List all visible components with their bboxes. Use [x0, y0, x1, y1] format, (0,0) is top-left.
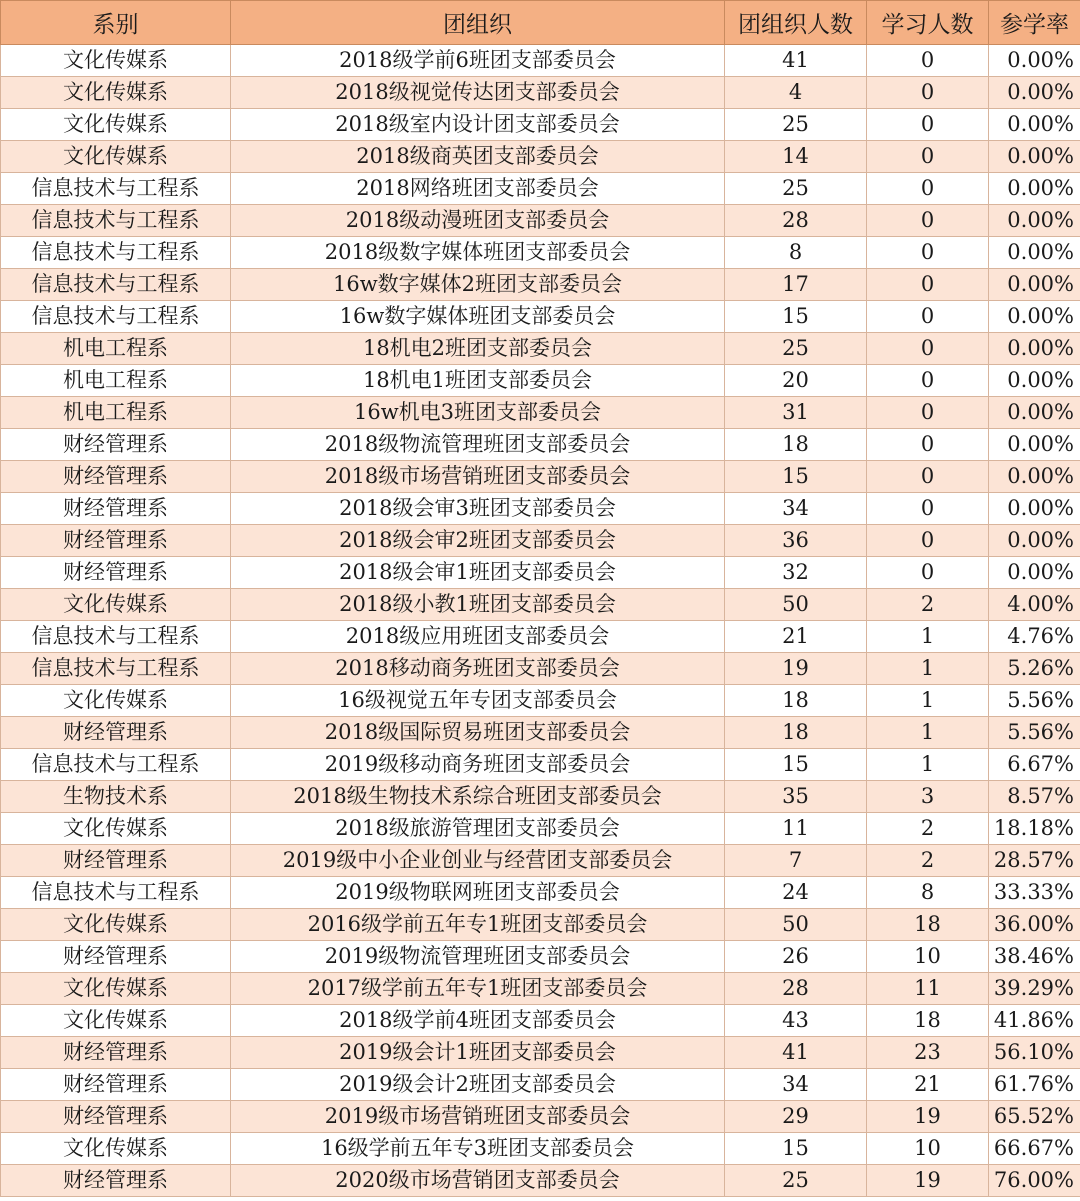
- cell-learners: 10: [867, 941, 989, 973]
- cell-dept: 财经管理系: [1, 845, 231, 877]
- cell-rate: 65.52%: [989, 1101, 1080, 1133]
- cell-org: 2019级会计1班团支部委员会: [231, 1037, 725, 1069]
- cell-members: 41: [725, 45, 867, 77]
- cell-rate: 36.00%: [989, 909, 1080, 941]
- cell-members: 17: [725, 269, 867, 301]
- cell-rate: 33.33%: [989, 877, 1080, 909]
- cell-learners: 1: [867, 717, 989, 749]
- cell-rate: 0.00%: [989, 365, 1080, 397]
- cell-dept: 文化传媒系: [1, 109, 231, 141]
- cell-rate: 0.00%: [989, 397, 1080, 429]
- cell-rate: 0.00%: [989, 301, 1080, 333]
- cell-rate: 0.00%: [989, 333, 1080, 365]
- cell-learners: 0: [867, 333, 989, 365]
- cell-dept: 财经管理系: [1, 1165, 231, 1197]
- cell-members: 4: [725, 77, 867, 109]
- cell-rate: 0.00%: [989, 237, 1080, 269]
- cell-members: 50: [725, 909, 867, 941]
- cell-org: 16级学前五年专3班团支部委员会: [231, 1133, 725, 1165]
- cell-learners: 0: [867, 365, 989, 397]
- table-row: [1, 1069, 1080, 1101]
- table-row: [1, 781, 1080, 813]
- table-row: [1, 685, 1080, 717]
- cell-dept: 文化传媒系: [1, 589, 231, 621]
- cell-learners: 10: [867, 1133, 989, 1165]
- cell-rate: 76.00%: [989, 1165, 1080, 1197]
- cell-members: 28: [725, 973, 867, 1005]
- cell-org: 2018级动漫班团支部委员会: [231, 205, 725, 237]
- header-dept: 系别: [1, 1, 231, 45]
- cell-learners: 0: [867, 301, 989, 333]
- cell-org: 2018级国际贸易班团支部委员会: [231, 717, 725, 749]
- cell-rate: 6.67%: [989, 749, 1080, 781]
- cell-org: 2019级物流管理班团支部委员会: [231, 941, 725, 973]
- cell-rate: 66.67%: [989, 1133, 1080, 1165]
- cell-rate: 56.10%: [989, 1037, 1080, 1069]
- cell-dept: 信息技术与工程系: [1, 205, 231, 237]
- cell-org: 2019级移动商务班团支部委员会: [231, 749, 725, 781]
- cell-learners: 2: [867, 589, 989, 621]
- cell-members: 25: [725, 109, 867, 141]
- table-row: [1, 109, 1080, 141]
- cell-dept: 文化传媒系: [1, 813, 231, 845]
- table-row: [1, 1005, 1080, 1037]
- cell-org: 2016级学前五年专1班团支部委员会: [231, 909, 725, 941]
- cell-dept: 文化传媒系: [1, 45, 231, 77]
- cell-members: 32: [725, 557, 867, 589]
- cell-rate: 5.56%: [989, 717, 1080, 749]
- cell-dept: 财经管理系: [1, 717, 231, 749]
- cell-org: 2018级学前6班团支部委员会: [231, 45, 725, 77]
- cell-learners: 0: [867, 493, 989, 525]
- table-row: [1, 1133, 1080, 1165]
- cell-dept: 信息技术与工程系: [1, 749, 231, 781]
- cell-members: 25: [725, 333, 867, 365]
- cell-rate: 8.57%: [989, 781, 1080, 813]
- cell-org: 16级视觉五年专团支部委员会: [231, 685, 725, 717]
- cell-dept: 文化传媒系: [1, 1133, 231, 1165]
- table-body: [1, 45, 1080, 1197]
- cell-org: 2018级学前4班团支部委员会: [231, 1005, 725, 1037]
- cell-org: 2018级市场营销班团支部委员会: [231, 461, 725, 493]
- cell-members: 11: [725, 813, 867, 845]
- cell-dept: 生物技术系: [1, 781, 231, 813]
- cell-dept: 文化传媒系: [1, 909, 231, 941]
- cell-rate: 0.00%: [989, 205, 1080, 237]
- cell-dept: 文化传媒系: [1, 685, 231, 717]
- table-row: [1, 813, 1080, 845]
- table-row: [1, 365, 1080, 397]
- cell-learners: 0: [867, 525, 989, 557]
- table-row: [1, 397, 1080, 429]
- cell-members: 43: [725, 1005, 867, 1037]
- header-rate: 参学率: [989, 1, 1080, 45]
- cell-members: 7: [725, 845, 867, 877]
- cell-learners: 0: [867, 557, 989, 589]
- cell-org: 2018级会审1班团支部委员会: [231, 557, 725, 589]
- cell-dept: 信息技术与工程系: [1, 621, 231, 653]
- cell-learners: 11: [867, 973, 989, 1005]
- table-row: [1, 621, 1080, 653]
- cell-members: 28: [725, 205, 867, 237]
- cell-rate: 61.76%: [989, 1069, 1080, 1101]
- table-row: [1, 173, 1080, 205]
- cell-members: 25: [725, 1165, 867, 1197]
- cell-org: 16w机电3班团支部委员会: [231, 397, 725, 429]
- cell-members: 8: [725, 237, 867, 269]
- table-row: [1, 237, 1080, 269]
- cell-rate: 38.46%: [989, 941, 1080, 973]
- cell-learners: 0: [867, 205, 989, 237]
- table-row: [1, 557, 1080, 589]
- cell-members: 15: [725, 301, 867, 333]
- cell-dept: 财经管理系: [1, 461, 231, 493]
- table-row: [1, 1037, 1080, 1069]
- cell-org: 2018级应用班团支部委员会: [231, 621, 725, 653]
- table-row: [1, 877, 1080, 909]
- table-row: [1, 45, 1080, 77]
- cell-learners: 1: [867, 653, 989, 685]
- cell-learners: 0: [867, 237, 989, 269]
- table-row: [1, 301, 1080, 333]
- cell-learners: 0: [867, 269, 989, 301]
- cell-dept: 信息技术与工程系: [1, 269, 231, 301]
- cell-learners: 2: [867, 845, 989, 877]
- cell-dept: 机电工程系: [1, 397, 231, 429]
- cell-members: 50: [725, 589, 867, 621]
- cell-learners: 18: [867, 909, 989, 941]
- cell-dept: 信息技术与工程系: [1, 173, 231, 205]
- cell-learners: 0: [867, 429, 989, 461]
- cell-dept: 机电工程系: [1, 333, 231, 365]
- cell-members: 14: [725, 141, 867, 173]
- cell-members: 15: [725, 461, 867, 493]
- cell-learners: 1: [867, 621, 989, 653]
- header-learners: 学习人数: [867, 1, 989, 45]
- cell-org: 18机电2班团支部委员会: [231, 333, 725, 365]
- header-row: [1, 1, 1080, 45]
- table-row: [1, 77, 1080, 109]
- table-row: [1, 1101, 1080, 1133]
- table-row: [1, 333, 1080, 365]
- cell-members: 18: [725, 717, 867, 749]
- cell-members: 18: [725, 429, 867, 461]
- cell-org: 2018级会审3班团支部委员会: [231, 493, 725, 525]
- header-members: 团组织人数: [725, 1, 867, 45]
- cell-learners: 1: [867, 685, 989, 717]
- cell-members: 41: [725, 1037, 867, 1069]
- table-row: [1, 973, 1080, 1005]
- table-row: [1, 493, 1080, 525]
- table-row: [1, 653, 1080, 685]
- cell-rate: 0.00%: [989, 461, 1080, 493]
- cell-org: 2018级商英团支部委员会: [231, 141, 725, 173]
- cell-rate: 18.18%: [989, 813, 1080, 845]
- cell-rate: 0.00%: [989, 429, 1080, 461]
- cell-dept: 财经管理系: [1, 1037, 231, 1069]
- cell-dept: 财经管理系: [1, 429, 231, 461]
- table-row: [1, 141, 1080, 173]
- cell-org: 18机电1班团支部委员会: [231, 365, 725, 397]
- cell-dept: 信息技术与工程系: [1, 653, 231, 685]
- table-row: [1, 429, 1080, 461]
- cell-rate: 5.56%: [989, 685, 1080, 717]
- cell-dept: 财经管理系: [1, 493, 231, 525]
- cell-dept: 信息技术与工程系: [1, 301, 231, 333]
- cell-dept: 文化传媒系: [1, 1005, 231, 1037]
- cell-learners: 0: [867, 109, 989, 141]
- cell-dept: 财经管理系: [1, 941, 231, 973]
- cell-org: 2018级物流管理班团支部委员会: [231, 429, 725, 461]
- cell-org: 2018级会审2班团支部委员会: [231, 525, 725, 557]
- cell-learners: 0: [867, 141, 989, 173]
- cell-rate: 0.00%: [989, 141, 1080, 173]
- cell-org: 2020级市场营销团支部委员会: [231, 1165, 725, 1197]
- cell-org: 2018级旅游管理团支部委员会: [231, 813, 725, 845]
- cell-members: 34: [725, 493, 867, 525]
- header-org: 团组织: [231, 1, 725, 45]
- cell-org: 16w数字媒体2班团支部委员会: [231, 269, 725, 301]
- cell-dept: 信息技术与工程系: [1, 877, 231, 909]
- cell-rate: 0.00%: [989, 269, 1080, 301]
- cell-learners: 1: [867, 749, 989, 781]
- cell-members: 36: [725, 525, 867, 557]
- table-row: [1, 205, 1080, 237]
- cell-learners: 23: [867, 1037, 989, 1069]
- cell-members: 18: [725, 685, 867, 717]
- cell-learners: 8: [867, 877, 989, 909]
- cell-dept: 文化传媒系: [1, 973, 231, 1005]
- cell-members: 20: [725, 365, 867, 397]
- cell-rate: 0.00%: [989, 45, 1080, 77]
- cell-dept: 信息技术与工程系: [1, 237, 231, 269]
- cell-members: 26: [725, 941, 867, 973]
- cell-org: 2018级数字媒体班团支部委员会: [231, 237, 725, 269]
- cell-rate: 0.00%: [989, 77, 1080, 109]
- cell-learners: 18: [867, 1005, 989, 1037]
- table-row: [1, 525, 1080, 557]
- cell-learners: 0: [867, 173, 989, 205]
- cell-dept: 财经管理系: [1, 557, 231, 589]
- cell-learners: 3: [867, 781, 989, 813]
- cell-org: 2019级中小企业创业与经营团支部委员会: [231, 845, 725, 877]
- cell-members: 19: [725, 653, 867, 685]
- cell-learners: 0: [867, 461, 989, 493]
- cell-org: 16w数字媒体班团支部委员会: [231, 301, 725, 333]
- cell-members: 31: [725, 397, 867, 429]
- cell-rate: 39.29%: [989, 973, 1080, 1005]
- cell-org: 2019级物联网班团支部委员会: [231, 877, 725, 909]
- cell-learners: 0: [867, 77, 989, 109]
- cell-learners: 2: [867, 813, 989, 845]
- cell-members: 24: [725, 877, 867, 909]
- cell-members: 21: [725, 621, 867, 653]
- table-row: [1, 461, 1080, 493]
- table-row: [1, 941, 1080, 973]
- table-row: [1, 269, 1080, 301]
- cell-dept: 机电工程系: [1, 365, 231, 397]
- cell-members: 29: [725, 1101, 867, 1133]
- table-row: [1, 1165, 1080, 1197]
- cell-org: 2018级室内设计团支部委员会: [231, 109, 725, 141]
- cell-learners: 21: [867, 1069, 989, 1101]
- cell-dept: 财经管理系: [1, 1069, 231, 1101]
- cell-dept: 文化传媒系: [1, 77, 231, 109]
- cell-dept: 财经管理系: [1, 1101, 231, 1133]
- cell-rate: 0.00%: [989, 493, 1080, 525]
- cell-members: 35: [725, 781, 867, 813]
- table-header: [1, 1, 1080, 45]
- cell-dept: 财经管理系: [1, 525, 231, 557]
- cell-org: 2019级市场营销班团支部委员会: [231, 1101, 725, 1133]
- cell-members: 25: [725, 173, 867, 205]
- table-row: [1, 589, 1080, 621]
- cell-org: 2019级会计2班团支部委员会: [231, 1069, 725, 1101]
- table-row: [1, 749, 1080, 781]
- cell-learners: 0: [867, 45, 989, 77]
- cell-learners: 19: [867, 1101, 989, 1133]
- cell-learners: 0: [867, 397, 989, 429]
- table-row: [1, 909, 1080, 941]
- cell-members: 15: [725, 749, 867, 781]
- table-row: [1, 717, 1080, 749]
- cell-members: 34: [725, 1069, 867, 1101]
- cell-members: 15: [725, 1133, 867, 1165]
- table-row: [1, 845, 1080, 877]
- cell-rate: 0.00%: [989, 109, 1080, 141]
- cell-rate: 4.76%: [989, 621, 1080, 653]
- cell-rate: 5.26%: [989, 653, 1080, 685]
- cell-learners: 19: [867, 1165, 989, 1197]
- cell-org: 2018级小教1班团支部委员会: [231, 589, 725, 621]
- cell-dept: 文化传媒系: [1, 141, 231, 173]
- cell-org: 2018级生物技术系综合班团支部委员会: [231, 781, 725, 813]
- cell-org: 2018移动商务班团支部委员会: [231, 653, 725, 685]
- cell-rate: 4.00%: [989, 589, 1080, 621]
- cell-org: 2018网络班团支部委员会: [231, 173, 725, 205]
- cell-rate: 41.86%: [989, 1005, 1080, 1037]
- cell-rate: 0.00%: [989, 557, 1080, 589]
- cell-org: 2018级视觉传达团支部委员会: [231, 77, 725, 109]
- cell-org: 2017级学前五年专1班团支部委员会: [231, 973, 725, 1005]
- cell-rate: 0.00%: [989, 525, 1080, 557]
- cell-rate: 0.00%: [989, 173, 1080, 205]
- cell-rate: 28.57%: [989, 845, 1080, 877]
